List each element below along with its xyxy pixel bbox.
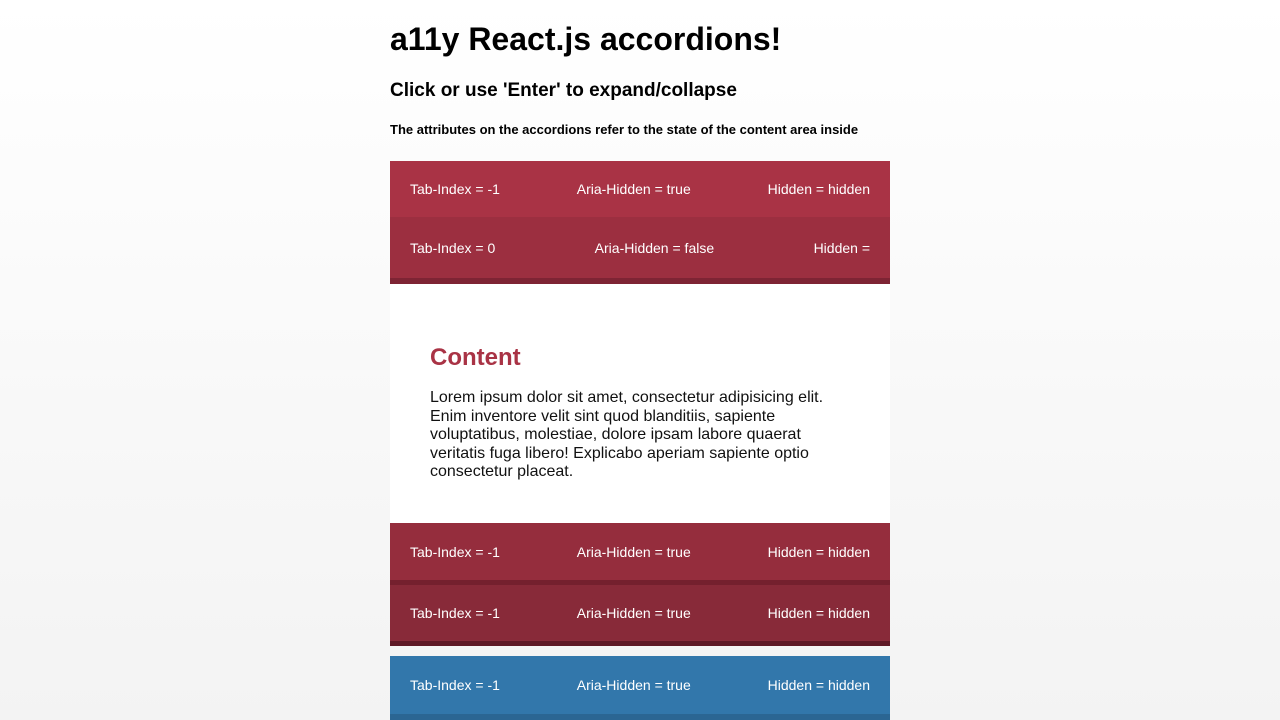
aria-hidden-label: Aria-Hidden = true: [576, 543, 691, 560]
accordion-header-4[interactable]: [390, 585, 890, 646]
page-title: a11y React.js accordions!: [390, 21, 782, 57]
accordion-header-2[interactable]: [390, 217, 890, 284]
hidden-label: Hidden =: [813, 239, 870, 256]
hidden-label: Hidden = hidden: [767, 181, 870, 197]
hidden-label: Hidden = hidden: [767, 677, 870, 693]
content-body: Lorem ipsum dolor sit amet, consectetur adipisicing elit. Enim inventore velit sint quod blanditiis, sapiente voluptatibus, molestiae, dolore ipsam labore quaerat veritatis fuga libero! Explicabo aperiam sapiente optio consectetur placeat.: [430, 389, 824, 480]
aria-hidden-label: Aria-Hidden = true: [576, 605, 691, 621]
tab-index-label: Tab-Index = -1: [410, 605, 500, 621]
hidden-label: Hidden = hidden: [767, 543, 870, 560]
tab-index-label: Tab-Index = 0: [410, 239, 496, 256]
content-title: Content: [430, 344, 521, 371]
tab-index-label: Tab-Index = -1: [410, 677, 500, 693]
hidden-label: Hidden = hidden: [767, 605, 870, 621]
aria-hidden-label: Aria-Hidden = true: [576, 181, 691, 197]
accordion-content-panel: [390, 284, 890, 523]
tab-index-label: Tab-Index = -1: [410, 181, 500, 197]
accordion-header-5[interactable]: [390, 656, 890, 720]
accordion-header-1[interactable]: [390, 161, 890, 217]
page-note: The attributes on the accordions refer to the state of the content area inside: [390, 122, 859, 137]
accordion-header-3[interactable]: [390, 523, 890, 585]
aria-hidden-label: Aria-Hidden = true: [576, 677, 691, 693]
aria-hidden-label: Aria-Hidden = false: [594, 239, 715, 256]
page-subtitle: Click or use 'Enter' to expand/collapse: [390, 80, 737, 101]
tab-index-label: Tab-Index = -1: [410, 543, 500, 560]
